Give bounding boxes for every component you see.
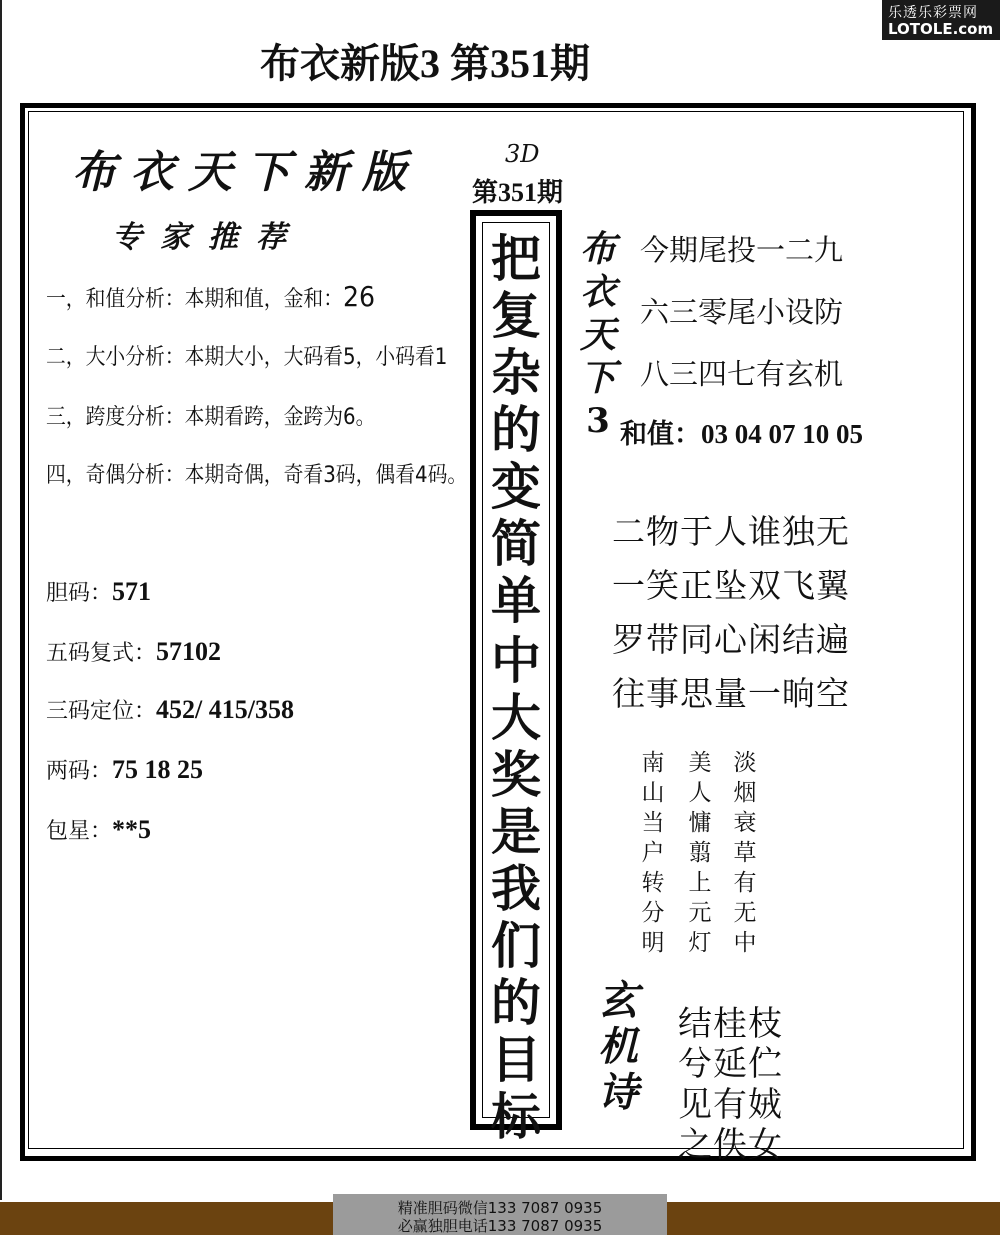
column-char: 灯 [688, 930, 712, 956]
site-logo[interactable] [882, 0, 1000, 40]
banner-char: 单 [491, 571, 541, 630]
analysis-span [46, 400, 375, 431]
banner-text-bottom [476, 632, 556, 1145]
banner-char: 大 [491, 688, 541, 747]
poem-line: 八三四七有玄机 [640, 357, 844, 391]
column-char: 南 [641, 750, 665, 776]
column-char: 人 [688, 780, 712, 806]
pick-label: 三码定位： [46, 699, 157, 724]
pick-two-code [46, 754, 203, 785]
verse-line: 一笑正坠双飞翼 [612, 566, 850, 605]
banner-char: 杂 [491, 343, 541, 402]
xuanji-label-char: 诗 [598, 1069, 638, 1116]
xuanji-line: 见有娀 [678, 1085, 783, 1125]
pick-value: **5 [112, 815, 152, 844]
verse-line: 二物于人谁独无 [612, 512, 850, 551]
banner-char: 标 [491, 1087, 541, 1146]
banner-char: 变 [491, 457, 541, 516]
column-char: 美 [688, 750, 712, 776]
analysis-odd-even [46, 458, 467, 489]
brush-title: 布衣天下新版 [72, 147, 420, 198]
pick-label: 包星： [46, 819, 113, 844]
column-char: 山 [641, 780, 665, 806]
column-char: 上 [688, 870, 712, 896]
tag-3d: 3D [505, 140, 540, 168]
logo-chinese-name: 乐透乐彩票网 [888, 5, 978, 21]
analysis-size [46, 340, 447, 371]
page-title: 布衣新版3 第351期 [260, 41, 590, 86]
vertical-verse-column [730, 748, 760, 958]
footer-wechat: 精准胆码微信133 7087 0935 [397, 1199, 603, 1217]
pick-label: 胆码： [46, 581, 113, 606]
side-tag-char: 衣 [579, 271, 616, 313]
banner-char: 是 [491, 802, 541, 861]
footer-contact-box [333, 1194, 667, 1235]
banner-char: 中 [491, 631, 541, 690]
column-char: 有 [733, 870, 757, 896]
banner-text-top [476, 230, 556, 629]
xuanji-line: 结桂枝 [678, 1004, 783, 1044]
banner-char: 我 [491, 859, 541, 918]
tag-issue: 第351期 [472, 178, 564, 207]
banner-char: 奖 [491, 745, 541, 804]
vertical-verse-column [685, 748, 715, 958]
poem-line: 六三零尾小设防 [640, 295, 844, 329]
pick-value: 571 [112, 577, 152, 606]
side-tag-chars [570, 228, 626, 400]
logo-domain: LOTOLE.com [888, 20, 994, 38]
banner-char: 把 [491, 229, 541, 288]
verse-line: 罗带同心闲结遍 [612, 620, 850, 659]
analysis-sum [46, 280, 375, 313]
banner-char: 目 [491, 1030, 541, 1089]
pick-five-code [46, 636, 221, 667]
banner-char: 的 [491, 973, 541, 1032]
side-tag-char: 天 [579, 314, 616, 356]
xuanji-label-char: 机 [598, 1023, 638, 1070]
side-tag-char: 布 [579, 228, 616, 270]
column-char: 分 [641, 900, 665, 926]
column-char: 烟 [733, 780, 757, 806]
banner-char: 的 [491, 400, 541, 459]
xuanji-line: 之佚女 [678, 1125, 783, 1165]
vertical-verse-column [638, 748, 668, 958]
column-char: 户 [641, 840, 665, 866]
analysis-text: 三，跨度分析：本期看跨，金跨为6。 [46, 405, 376, 430]
column-char: 慵 [688, 810, 712, 836]
column-char: 中 [733, 930, 757, 956]
column-char: 草 [733, 840, 757, 866]
pick-value: 452/ 415/358 [156, 695, 294, 724]
footer-phone: 必赢独胆电话133 7087 0935 [397, 1217, 603, 1235]
pick-label: 两码： [46, 759, 113, 784]
analysis-text: 四，奇偶分析：本期奇偶，奇看3码，偶看4码。 [46, 463, 468, 488]
column-char: 衰 [733, 810, 757, 836]
column-char: 元 [688, 900, 712, 926]
xuanji-label-char: 玄 [598, 977, 638, 1024]
side-tag-char: 下 [579, 357, 616, 399]
xuanji-line: 兮延伫 [678, 1044, 783, 1084]
column-char: 翦 [688, 840, 712, 866]
column-char: 当 [641, 810, 665, 836]
column-char: 明 [641, 930, 665, 956]
column-char: 转 [641, 870, 665, 896]
vertical-banner [470, 210, 562, 1146]
analysis-text: 一，和值分析：本期和值，金和： [46, 287, 344, 312]
poem-line: 今期尾投一二九 [640, 233, 844, 267]
banner-char: 简 [491, 514, 541, 573]
analysis-text: 二，大小分析：本期大小，大码看5，小码看1 [46, 345, 448, 370]
side-tag-digit: 3 [586, 401, 610, 441]
side-tag [570, 228, 626, 443]
pick-dan-ma [46, 576, 151, 607]
pick-bao-xing [46, 814, 151, 845]
pick-value: 57102 [156, 637, 222, 666]
verse-line: 往事思量一晌空 [612, 674, 850, 713]
analysis-number: 26 [343, 280, 376, 313]
pick-label: 五码复式： [46, 641, 157, 666]
xuanji-label [596, 978, 640, 1116]
banner-char: 复 [491, 286, 541, 345]
pick-value: 75 18 25 [112, 755, 204, 784]
sum-values: 和值：03 04 07 10 05 [620, 419, 863, 449]
banner-char: 们 [491, 916, 541, 975]
brush-subtitle: 专家推荐 [112, 220, 304, 255]
column-char: 无 [733, 900, 757, 926]
pick-three-code [46, 694, 294, 725]
column-char: 淡 [733, 750, 757, 776]
